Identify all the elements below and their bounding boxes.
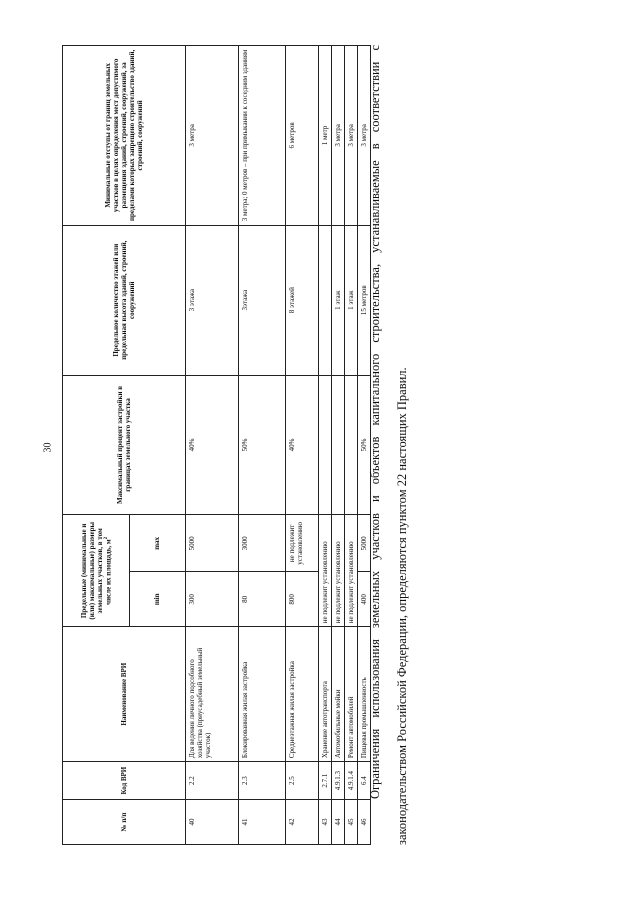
header-min: min xyxy=(130,572,186,627)
cell-floors: 15 метров xyxy=(358,225,371,375)
table-row xyxy=(345,46,358,845)
cell-floors: 3 этажа xyxy=(186,225,239,375)
cell-code: 2.2 xyxy=(186,762,239,800)
cell-setback: 3 метра xyxy=(186,46,239,226)
header-percent: Максимальный процент застройки в границах земельного участка xyxy=(63,375,186,515)
cell-code: 2.3 xyxy=(239,762,286,800)
cell-percent xyxy=(319,375,332,515)
cell-percent: 50% xyxy=(239,375,286,515)
header-code: Код ВРИ xyxy=(63,762,186,800)
table-row xyxy=(239,46,286,845)
cell-max: 5000 xyxy=(358,515,371,572)
cell-percent: 50% xyxy=(358,375,371,515)
cell-min: 400 xyxy=(358,572,371,627)
table-row xyxy=(186,46,239,845)
regulations-table xyxy=(62,45,371,845)
cell-code: 4.9.1.4 xyxy=(345,762,358,800)
cell-percent xyxy=(332,375,345,515)
cell-floors: 1 этаж xyxy=(345,225,358,375)
cell-name: Ремонт автомобилей xyxy=(345,627,358,762)
cell-setback: 3 метра xyxy=(332,46,345,226)
table-row xyxy=(319,46,332,845)
cell-sizes-merged: не подлежит установлению xyxy=(332,515,345,627)
cell-setback: 1 метр xyxy=(319,46,332,226)
table-row xyxy=(332,46,345,845)
cell-min: 300 xyxy=(186,572,239,627)
page-number: 30 xyxy=(42,442,54,453)
cell-percent: 40% xyxy=(286,375,319,515)
cell-name: Для ведения личного подсобного хозяйства (приусадебный земельный участок) xyxy=(186,627,239,762)
cell-name: Пищевая промышленность xyxy=(358,627,371,762)
cell-floors xyxy=(319,225,332,375)
header-num: № п/п xyxy=(63,800,186,845)
header-name: Наименование ВРИ xyxy=(63,627,186,762)
cell-percent: 40% xyxy=(186,375,239,515)
cell-num: 41 xyxy=(239,800,286,845)
cell-num: 44 xyxy=(332,800,345,845)
cell-setback: 3 метра xyxy=(345,46,358,226)
header-max: max xyxy=(130,515,186,572)
cell-setback: 6 метров xyxy=(286,46,319,226)
cell-num: 43 xyxy=(319,800,332,845)
cell-code: 6.4 xyxy=(358,762,371,800)
table-row xyxy=(286,46,319,845)
cell-code: 2.7.1 xyxy=(319,762,332,800)
cell-setback: 3 метра xyxy=(358,46,371,226)
cell-min: 80 xyxy=(239,572,286,627)
cell-floors: 8 этажей xyxy=(286,225,319,375)
cell-name: Автомобильные мойки xyxy=(332,627,345,762)
cell-percent xyxy=(345,375,358,515)
restrictions-paragraph xyxy=(362,45,416,845)
cell-num: 45 xyxy=(345,800,358,845)
cell-max: 3000 xyxy=(239,515,286,572)
cell-code: 4.9.1.3 xyxy=(332,762,345,800)
header-sizes-group: Предельные (минимальные и (или) максимальные) размеры земельных участков, в том числе их площадь, $м^2$ xyxy=(63,515,130,627)
cell-floors: 3этажа xyxy=(239,225,286,375)
regulations-table-wrap xyxy=(62,45,371,845)
cell-max: 5000 xyxy=(186,515,239,572)
cell-floors: 1 этаж xyxy=(332,225,345,375)
cell-code: 2.5 xyxy=(286,762,319,800)
header-row xyxy=(63,46,130,845)
restrictions-text: Ограничения использования земельных участков и объектов капитального строительства, устанавливаемые в соответствии с законодательством Российской Федерации, определяются пунктом 22 настоящих Правил. xyxy=(368,45,409,845)
cell-sizes-merged: не подлежит установлению xyxy=(345,515,358,627)
cell-num: 42 xyxy=(286,800,319,845)
cell-name: Блокированная жилая застройка xyxy=(239,627,286,762)
cell-setback: 3 метра; 0 метров – при примыкании к соседним зданиям xyxy=(239,46,286,226)
cell-max: не подлежит установлению xyxy=(286,515,319,572)
header-floors: Предельное количество этажей или предельная высота зданий, строений, сооружений xyxy=(63,225,186,375)
cell-name: Среднеэтажная жилая застройка xyxy=(286,627,319,762)
cell-min: 800 xyxy=(286,572,319,627)
header-setbacks: Минимальные отступы от границ земельных участков в целях определения мест допустимого размещения зданий, строений, сооружений, за пределами которых запрещено строительство зданий, строений, сооружений xyxy=(63,46,186,226)
cell-num: 46 xyxy=(358,800,371,845)
cell-sizes-merged: не подлежит установлению xyxy=(319,515,332,627)
cell-num: 40 xyxy=(186,800,239,845)
cell-name: Хранение автотранспорта xyxy=(319,627,332,762)
